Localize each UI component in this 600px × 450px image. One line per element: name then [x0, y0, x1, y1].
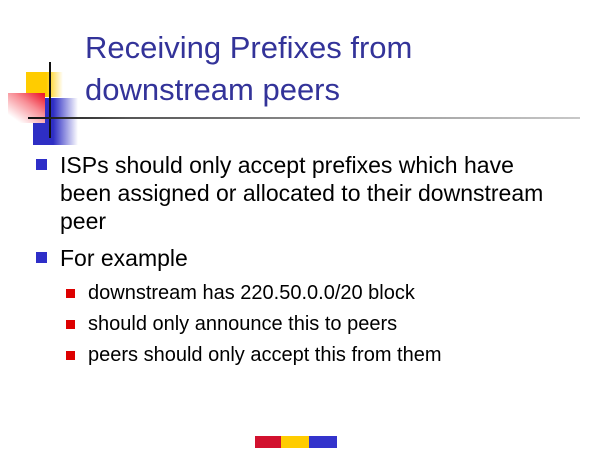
slide-title-line1: Receiving Prefixes from — [85, 30, 413, 65]
bullet-item-1 — [30, 151, 575, 235]
title-rule-line — [28, 117, 580, 119]
blue-square-bullet-icon — [36, 252, 47, 263]
sub-bullet-text: should only announce this to peers — [88, 313, 398, 335]
footer-yellow-segment — [281, 436, 309, 448]
red-square-bullet-icon — [66, 289, 75, 298]
bullet-item-2 — [30, 244, 575, 272]
sub-bullet-item-3 — [60, 343, 575, 368]
slide-body — [30, 151, 575, 374]
sub-bullet-text: downstream has 220.50.0.0/20 block — [88, 282, 415, 304]
sub-bullet-text: peers should only accept this from them — [88, 344, 442, 366]
red-square-bullet-icon — [66, 351, 75, 360]
footer-accent-bar — [255, 436, 337, 448]
slide-title-line2: downstream peers — [85, 72, 341, 107]
decoration-vertical-line — [49, 62, 51, 138]
bullet-text: ISPs should only accept prefixes which have been assigned or allocated to their downstream peer — [60, 152, 544, 234]
footer-blue-segment — [309, 436, 337, 448]
bullet-text: For example — [60, 245, 188, 271]
footer-red-segment — [255, 436, 281, 448]
sub-bullet-item-1 — [60, 281, 575, 306]
blue-square-bullet-icon — [36, 159, 47, 170]
red-square-bullet-icon — [66, 320, 75, 329]
slide-title — [85, 27, 565, 111]
sub-bullet-item-2 — [60, 312, 575, 337]
